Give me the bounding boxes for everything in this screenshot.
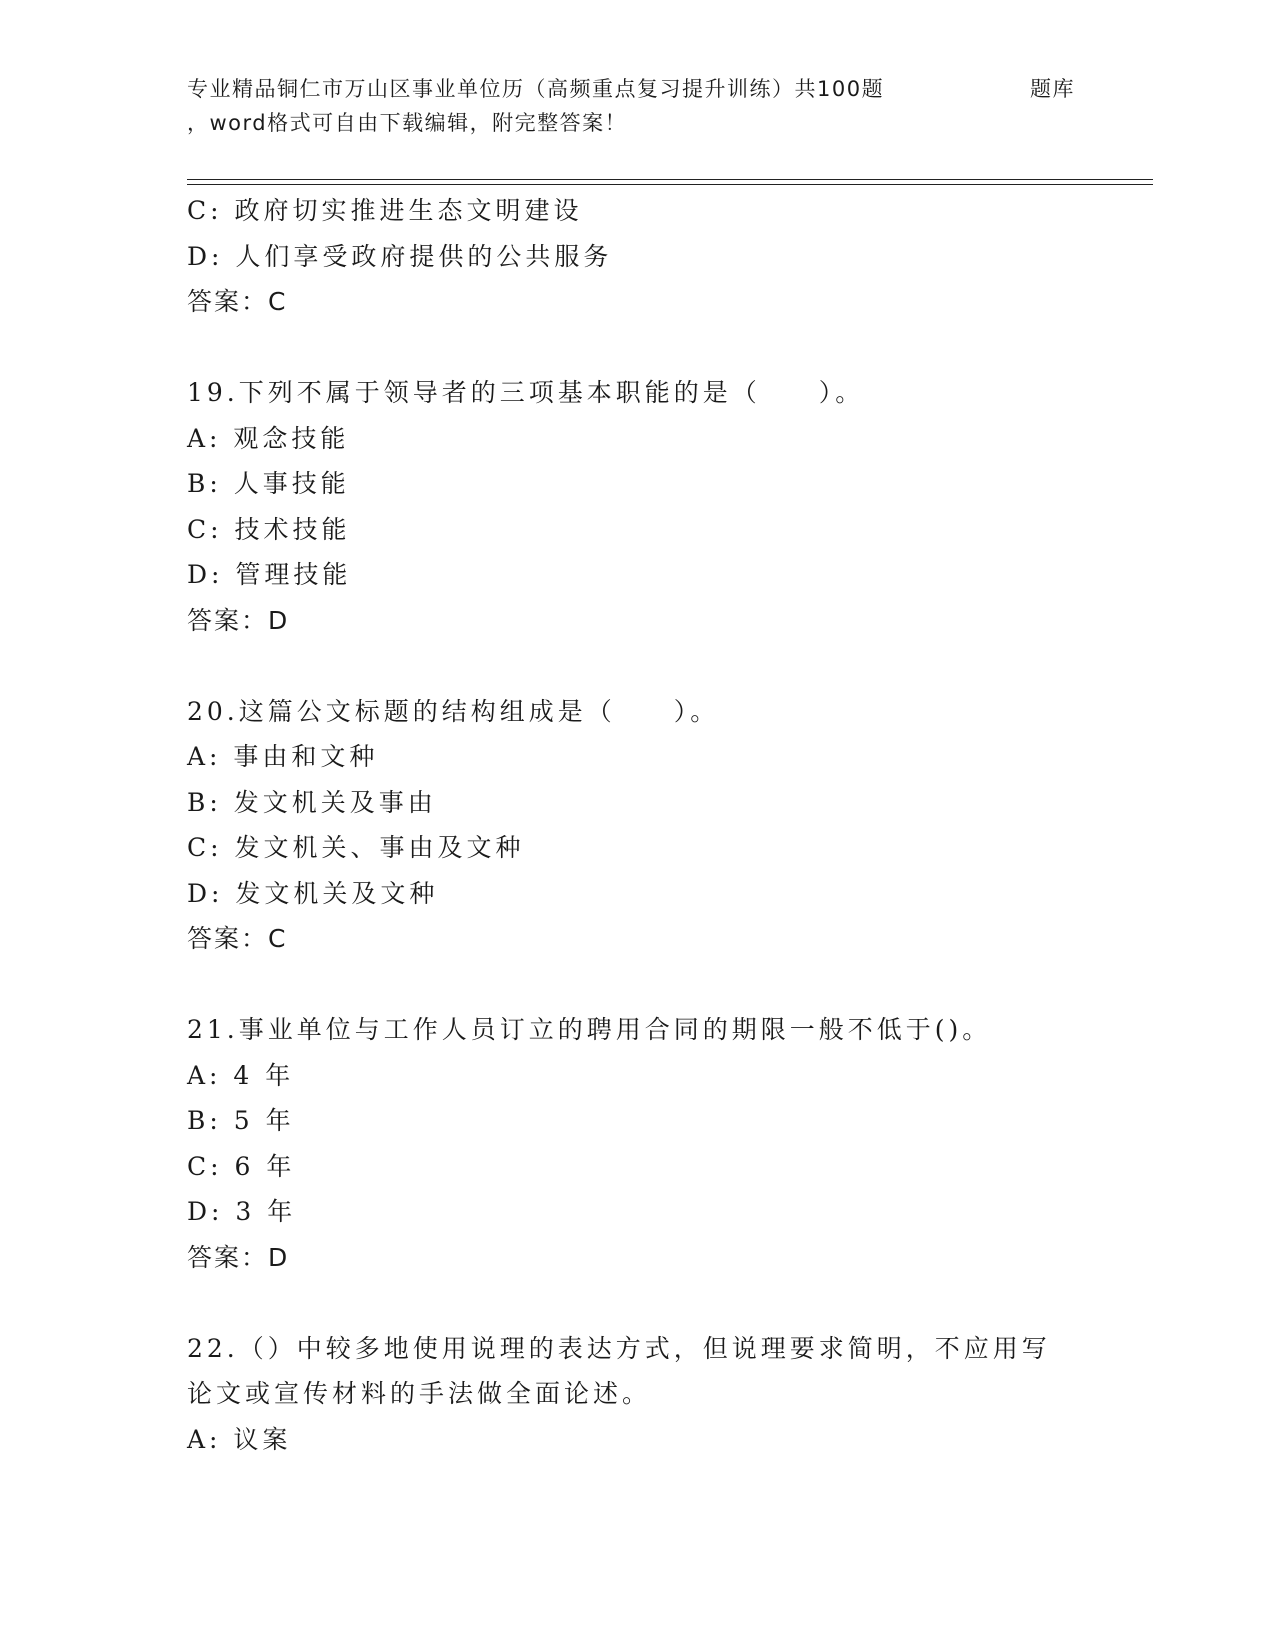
answer-line: 答案：D — [187, 605, 290, 635]
option-b: B: 5 年 — [187, 1106, 295, 1135]
option-a: A: 事由和文种 — [187, 742, 379, 771]
question-block-18 — [187, 188, 1087, 325]
document-header — [187, 72, 1087, 140]
question-text: 21.事业单位与工作人员订立的聘用合同的期限一般不低于()。 — [187, 1015, 992, 1044]
spacer — [187, 1280, 1087, 1326]
option-c: C: 6 年 — [187, 1151, 296, 1181]
option-c: C: 政府切实推进生态文明建设 — [187, 196, 583, 225]
question-block-19 — [187, 370, 1087, 643]
question-list — [187, 188, 1087, 1462]
option-a: A: 观念技能 — [187, 423, 350, 453]
header-divider-bottom — [187, 184, 1153, 185]
option-b: B: 发文机关及事由 — [187, 787, 437, 817]
question-block-21 — [187, 1007, 1087, 1280]
option-c: C: 发文机关、事由及文种 — [187, 833, 525, 862]
header-divider-top — [187, 179, 1153, 180]
option-d: D: 管理技能 — [187, 560, 352, 589]
question-block-22 — [187, 1326, 1087, 1463]
option-d: D: 人们享受政府提供的公共服务 — [187, 241, 613, 271]
option-a: A: 4 年 — [187, 1060, 295, 1090]
spacer — [187, 325, 1087, 371]
option-c: C: 技术技能 — [187, 514, 351, 544]
header-tag: 题库 — [1030, 77, 1075, 101]
answer-line: 答案：C — [187, 287, 288, 316]
spacer — [187, 643, 1087, 689]
header-line-1 — [187, 72, 1087, 106]
option-d: D: 3 年 — [187, 1197, 297, 1226]
question-text: 20.这篇公文标题的结构组成是（ ）。 — [187, 696, 720, 726]
option-b: B: 人事技能 — [187, 469, 350, 498]
header-subtitle: ，word格式可自由下载编辑，附完整答案！ — [187, 111, 628, 135]
option-a: A: 议案 — [187, 1424, 292, 1454]
answer-line: 答案：C — [187, 924, 288, 953]
option-d: D: 发文机关及文种 — [187, 878, 439, 908]
header-title: 专业精品铜仁市万山区事业单位历（高频重点复习提升训练）共100题 — [187, 77, 885, 101]
question-text: 19.下列不属于领导者的三项基本职能的是（ ）。 — [187, 378, 865, 407]
spacer — [187, 962, 1087, 1008]
question-text: 22.（）中较多地使用说理的表达方式，但说理要求简明，不应用写论文或宣传材料的手法做全面论述。 — [187, 1333, 1051, 1408]
question-block-20 — [187, 689, 1087, 962]
answer-line: 答案：D — [187, 1242, 290, 1272]
